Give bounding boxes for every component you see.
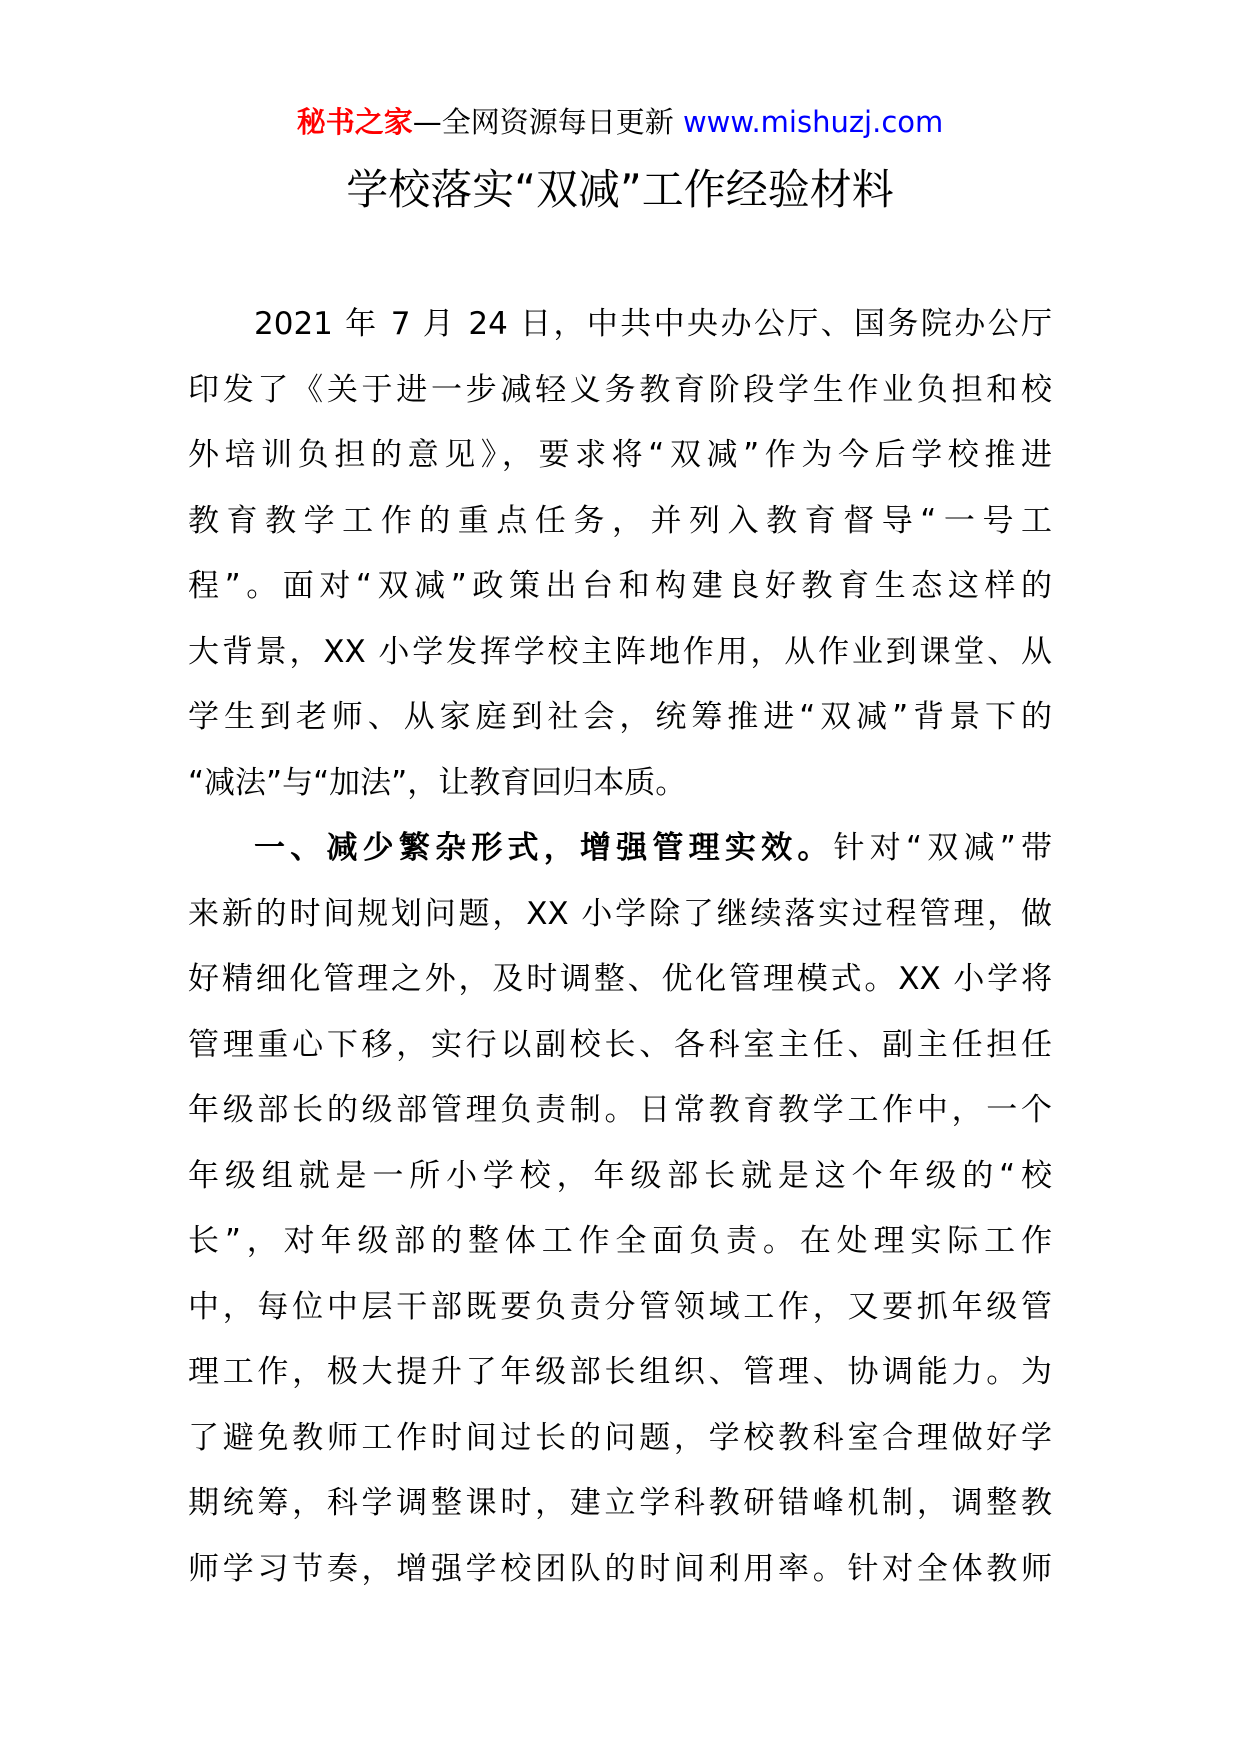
site-tagline: —全网资源每日更新 — [412, 105, 674, 139]
text-line: 大背景，XX 小学发挥学校主阵地作用，从作业到课堂、从 — [188, 633, 1052, 670]
text-line: 教育教学工作的重点任务，并列入教育督导“一号工 — [188, 502, 1052, 539]
text-line: “减法”与“加法”，让教育回归本质。 — [188, 764, 687, 801]
text-line-with-heading — [188, 816, 1052, 882]
site-header — [0, 102, 1240, 142]
text-line: 年级部长的级部管理负责制。日常教育教学工作中，一个 — [188, 1092, 1052, 1128]
text-line: 外培训负担的意见》，要求将“双减”作为今后学校推进 — [188, 437, 1052, 473]
text-line: 好精细化管理之外，及时调整、优化管理模式。XX 小学将 — [188, 961, 1052, 997]
text-line: 长”，对年级部的整体工作全面负责。在处理实际工作 — [188, 1223, 1052, 1259]
site-url[interactable]: www.mishuzj.com — [682, 105, 944, 139]
document-title: 学校落实“双减”工作经验材料 — [346, 165, 894, 214]
text-line: 2021 年 7 月 24 日，中共中央办公厅、国务院办公厅 — [254, 306, 1052, 342]
text-line: 学生到老师、从家庭到社会，统筹推进“双减”背景下的 — [188, 699, 1052, 735]
paragraph-intro — [188, 292, 1052, 816]
text-line: 中，每位中层干部既要负责分管领域工作，又要抓年级管 — [188, 1288, 1052, 1325]
text-line: 管理重心下移，实行以副校长、各科室主任、副主任担任 — [188, 1026, 1052, 1063]
text-fragment: 针对“双减”带 — [833, 830, 1052, 866]
text-line: 期统筹，科学调整课时，建立学科教研错峰机制，调整教 — [188, 1485, 1052, 1521]
paragraph-section-one — [188, 816, 1052, 1602]
section-heading: 一、减少繁杂形式，增强管理实效。 — [254, 830, 834, 866]
text-line: 程”。面对“双减”政策出台和构建良好教育生态这样的 — [188, 568, 1052, 604]
document-body — [188, 292, 1052, 1602]
site-brand: 秘书之家 — [296, 105, 413, 139]
text-line: 师学习节奏，增强学校团队的时间利用率。针对全体教师 — [188, 1550, 1052, 1587]
text-line: 理工作，极大提升了年级部长组织、管理、协调能力。为 — [188, 1354, 1052, 1390]
text-line: 年级组就是一所小学校，年级部长就是这个年级的“校 — [188, 1157, 1052, 1194]
text-line: 印发了《关于进一步减轻义务教育阶段学生作业负担和校 — [188, 371, 1052, 408]
text-line: 了避免教师工作时间过长的问题，学校教科室合理做好学 — [188, 1419, 1052, 1456]
text-line: 来新的时间规划问题，XX 小学除了继续落实过程管理，做 — [188, 895, 1052, 932]
